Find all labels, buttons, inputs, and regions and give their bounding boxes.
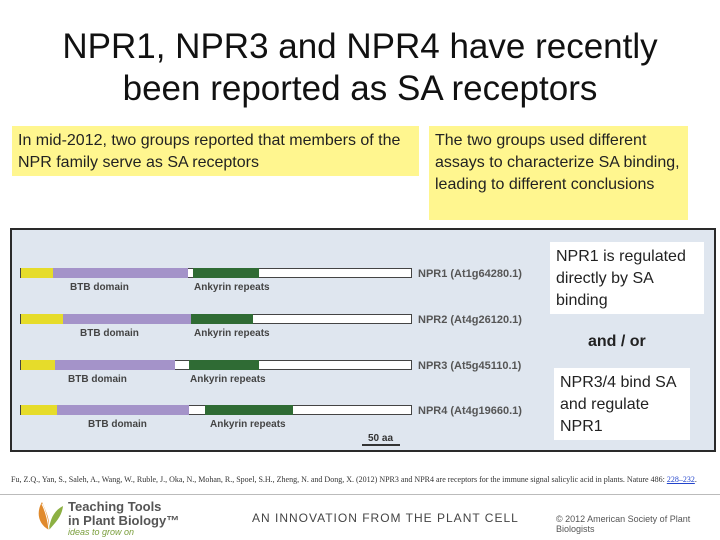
logo-line1: Teaching Tools bbox=[68, 499, 162, 514]
logo-wordmark bbox=[68, 500, 179, 528]
scale-bar bbox=[362, 444, 400, 446]
protein-bar bbox=[20, 360, 412, 370]
footer-divider bbox=[0, 494, 720, 495]
btb-domain-label: BTB domain bbox=[68, 374, 127, 385]
btb-domain-segment bbox=[21, 360, 55, 370]
protein-label: NPR2 (At4g26120.1) bbox=[418, 314, 522, 326]
protein-label: NPR4 (At4g19660.1) bbox=[418, 405, 522, 417]
npr-domain-figure bbox=[10, 228, 716, 452]
ankyrin-segment bbox=[191, 314, 253, 324]
slide-title-line1: NPR1, NPR3 and NPR4 have recently bbox=[62, 27, 658, 66]
slide-title-line2: been reported as SA receptors bbox=[122, 69, 598, 108]
btb-domain-segment bbox=[21, 314, 63, 324]
logo-tagline: ideas to grow on bbox=[68, 527, 135, 537]
left-highlight-box: In mid-2012, two groups reported that members of the NPR family serve as SA receptors bbox=[12, 126, 419, 176]
citation-text: Fu, Z.Q., Yan, S., Saleh, A., Wang, W., Ruble, J., Oka, N., Mohan, R., Spoel, S.H., Zheng, N. and Dong, X. (2012) NPR3 and NPR4 are receptors for the immune signal salicylic acid in plants. Nature 486: bbox=[11, 475, 667, 484]
protein-bar bbox=[20, 268, 412, 278]
ankyrin-label: Ankyrin repeats bbox=[210, 419, 286, 430]
slide-title bbox=[20, 26, 700, 110]
ankyrin-segment bbox=[189, 360, 259, 370]
right-highlight-box: The two groups used different assays to characterize SA binding, leading to different conclusions bbox=[429, 126, 688, 220]
ankyrin-segment bbox=[193, 268, 259, 278]
linker-segment bbox=[53, 268, 188, 278]
btb-domain-segment bbox=[21, 405, 57, 415]
citation-end: . bbox=[694, 475, 697, 484]
innovation-text: AN INNOVATION FROM THE PLANT CELL bbox=[252, 511, 519, 525]
callout-npr3-4: NPR3/4 bind SA and regulate NPR1 bbox=[554, 368, 690, 440]
ankyrin-label: Ankyrin repeats bbox=[194, 282, 270, 293]
ankyrin-label: Ankyrin repeats bbox=[190, 374, 266, 385]
protein-label: NPR1 (At1g64280.1) bbox=[418, 268, 522, 280]
protein-label: NPR3 (At5g45110.1) bbox=[418, 360, 522, 372]
linker-segment bbox=[57, 405, 189, 415]
protein-bar bbox=[20, 405, 412, 415]
callout-npr1: NPR1 is regulated directly by SA binding bbox=[550, 242, 704, 314]
linker-segment bbox=[63, 314, 191, 324]
btb-domain-label: BTB domain bbox=[70, 282, 129, 293]
scale-bar-label: 50 aa bbox=[368, 433, 394, 444]
ankyrin-segment bbox=[205, 405, 293, 415]
leaf-logo-icon bbox=[32, 498, 66, 532]
logo-line2: in Plant Biology™ bbox=[68, 513, 180, 528]
citation bbox=[11, 474, 711, 485]
ankyrin-label: Ankyrin repeats bbox=[194, 328, 270, 339]
protein-bar bbox=[20, 314, 412, 324]
copyright-text: © 2012 American Society of Plant Biologists bbox=[556, 514, 691, 534]
citation-pages-link[interactable]: 228–232 bbox=[666, 475, 695, 484]
btb-domain-label: BTB domain bbox=[80, 328, 139, 339]
and-or-label: and / or bbox=[588, 333, 646, 350]
btb-domain-label: BTB domain bbox=[88, 419, 147, 430]
linker-segment bbox=[55, 360, 175, 370]
btb-domain-segment bbox=[21, 268, 53, 278]
